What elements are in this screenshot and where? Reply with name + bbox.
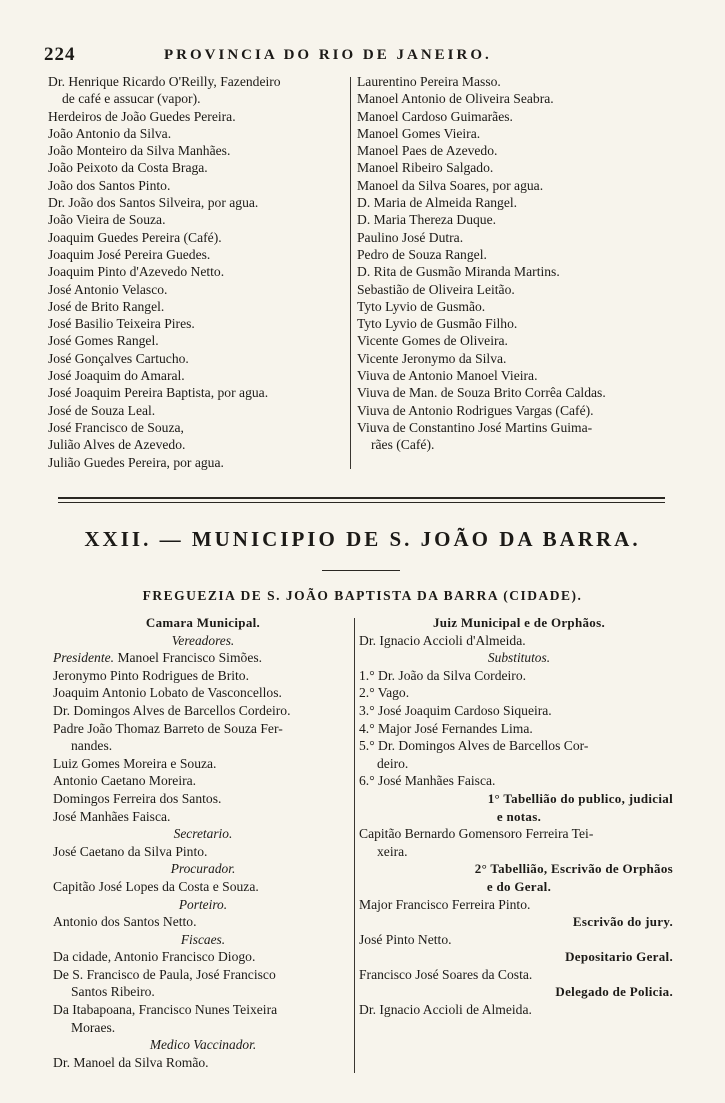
camara-column [53,614,353,1071]
porteiro-label: Porteiro. [178,896,228,912]
list-item: Sebastião de Oliveira Leitão. [357,281,515,297]
column-divider [354,618,355,1073]
page-header [44,44,684,70]
list-item: João Vieira de Souza. [48,212,166,228]
list-item: Viuva de Antonio Rodrigues Vargas (Café). [357,402,594,418]
list-item: Viuva de Man. de Souza Brito Corrêa Caldas. [357,385,606,401]
list-item: Viuva de Constantino José Martins Guima- [357,419,593,435]
presidente-label: Presidente. [53,650,115,666]
list-item: 4.° Major José Fernandes Lima. [359,720,533,736]
list-item: Vicente Jeronymo da Silva. [357,350,507,366]
list-item: deiro. [377,755,409,771]
list-item: José de Brito Rangel. [48,298,165,314]
list-item: Luiz Gomes Moreira e Souza. [53,755,217,771]
tabelliao-2-heading: 2° Tabellião, Escrivão de Orphãos [474,861,673,877]
title-underline [322,570,400,571]
jury-name: José Pinto Netto. [359,931,452,947]
list-item: Antonio Caetano Moreira. [53,773,197,789]
presidente-name: Manoel Francisco Simões. [117,650,263,666]
list-item: Padre João Thomaz Barreto de Souza Fer- [53,720,283,736]
medico-label: Medico Vaccinador. [149,1037,257,1053]
list-item: Laurentino Pereira Masso. [357,74,501,89]
list-item: 2.° Vago. [359,685,410,701]
vereadores-label: Vereadores. [171,632,235,648]
depositario-name: Francisco José Soares da Costa. [359,966,533,982]
list-item: José Antonio Velasco. [48,281,168,297]
procurador-name: Capitão José Lopes da Costa e Souza. [53,878,259,894]
section-title: XXII. — MUNICIPIO DE S. JOÃO DA BARRA. [84,527,641,551]
substitutos-label: Substitutos. [487,650,551,666]
list-item: José Manhães Faisca. [53,808,171,824]
list-item: Manoel Ribeiro Salgado. [357,160,494,176]
tabelliao-1-heading: 1° Tabellião do publico, judicial [487,790,673,806]
list-item: Moraes. [71,1019,116,1035]
list-item: Santos Ribeiro. [71,984,155,1000]
porteiro-name: Antonio dos Santos Netto. [53,914,197,930]
list-item: Tyto Lyvio de Gusmão. [357,298,486,314]
list-item: José Basilio Teixeira Pires. [48,316,195,332]
list-item: 1.° Dr. João da Silva Cordeiro. [359,667,527,683]
medico-name: Dr. Manoel da Silva Romão. [53,1054,209,1070]
list-item: De S. Francisco de Paula, José Francisco [53,966,276,982]
list-item: Paulino José Dutra. [357,229,464,245]
municipal-officials [50,614,680,1084]
list-item: Viuva de Antonio Manoel Vieira. [357,368,538,384]
list-item: José Joaquim do Amaral. [48,368,185,384]
landowners-right-column [357,73,687,454]
fiscaes-label: Fiscaes. [180,931,226,947]
list-item: Tyto Lyvio de Gusmão Filho. [357,316,518,332]
list-item: Joaquim Antonio Lobato de Vasconcellos. [53,685,282,701]
camara-heading: Camara Municipal. [145,615,261,630]
list-item: José Gomes Rangel. [48,333,159,349]
tabelliao-2-heading-cont: e do Geral. [486,878,552,894]
list-item: Dr. João dos Santos Silveira, por agua. [48,195,259,211]
list-item: Julião Guedes Pereira, por agua. [48,454,224,470]
list-item: 5.° Dr. Domingos Alves de Barcellos Cor- [359,738,589,754]
list-item: D. Maria Thereza Duque. [357,212,497,228]
list-item: Joaquim Pinto d'Azevedo Netto. [48,264,225,280]
delegado-heading: Delegado de Policia. [555,984,673,1000]
list-item: Jeronymo Pinto Rodrigues de Brito. [53,667,249,683]
tabelliao-2-name: Major Francisco Ferreira Pinto. [359,896,531,912]
list-item: Da Itabapoana, Francisco Nunes Teixeira [53,1002,278,1018]
list-item: João Antonio da Silva. [48,125,172,141]
tabelliao-1-name: Capitão Bernardo Gomensoro Ferreira Tei- [359,826,594,842]
list-item: João Peixoto da Costa Braga. [48,160,208,176]
list-item: Manoel Gomes Vieira. [357,125,481,141]
list-item: Manoel Antonio de Oliveira Seabra. [357,91,554,107]
list-item: de café e assucar (vapor). [62,91,201,107]
delegado-name: Dr. Ignacio Accioli de Almeida. [359,1002,532,1018]
list-item: nandes. [71,738,113,754]
list-item: Manoel Paes de Azevedo. [357,143,498,159]
list-item: Vicente Gomes de Oliveira. [357,333,508,349]
list-item: Dr. Henrique Ricardo O'Reilly, Fazendeiro [48,74,281,89]
juiz-name: Dr. Ignacio Accioli d'Almeida. [359,632,526,648]
tabelliao-1-name-cont: xeira. [377,843,408,859]
list-item: Joaquim Guedes Pereira (Café). [48,229,222,245]
list-item: 3.° José Joaquim Cardoso Siqueira. [359,702,552,718]
list-item: D. Rita de Gusmão Miranda Martins. [357,264,560,280]
procurador-label: Procurador. [170,861,236,877]
list-item: José Joaquim Pereira Baptista, por agua. [48,385,269,401]
column-divider [350,77,351,469]
section-divider [58,497,665,504]
list-item: rães (Café). [371,437,435,453]
page-number: 224 [44,44,76,65]
depositario-heading: Depositario Geral. [565,949,673,965]
list-item: Herdeiros de João Guedes Pereira. [48,108,236,124]
secretario-label: Secretario. [173,826,233,842]
list-item: José de Souza Leal. [48,402,156,418]
secretario-name: José Caetano da Silva Pinto. [53,843,208,859]
list-item: Pedro de Souza Rangel. [357,246,487,262]
list-item: Dr. Domingos Alves de Barcellos Cordeiro. [53,702,291,718]
jury-heading: Escrivão do jury. [572,914,673,930]
list-item: Julião Alves de Azevedo. [48,437,186,453]
list-item: D. Maria de Almeida Rangel. [357,195,518,211]
landowners-list [44,73,684,473]
list-item: João dos Santos Pinto. [48,177,171,193]
list-item: Manoel Cardoso Guimarães. [357,108,513,124]
list-item: Domingos Ferreira dos Santos. [53,790,222,806]
presidente-entry [53,649,353,667]
list-item: Joaquim José Pereira Guedes. [48,246,211,262]
list-item: João Monteiro da Silva Manhães. [48,143,231,159]
running-title: PROVINCIA DO RIO DE JANEIRO. [164,47,492,63]
juiz-heading: Juiz Municipal e de Orphãos. [433,615,605,630]
list-item: José Francisco de Souza, [48,419,184,435]
tabelliao-1-heading-cont: e notas. [496,808,542,824]
list-item: Manoel da Silva Soares, por agua. [357,177,544,193]
list-item: Da cidade, Antonio Francisco Diogo. [53,949,256,965]
juiz-column [359,614,679,1019]
landowners-left-column [48,73,353,471]
list-item: José Gonçalves Cartucho. [48,350,189,366]
parish-title: FREGUEZIA DE S. JOÃO BAPTISTA DA BARRA (CIDADE). [142,588,583,603]
list-item: 6.° José Manhães Faisca. [359,773,496,789]
